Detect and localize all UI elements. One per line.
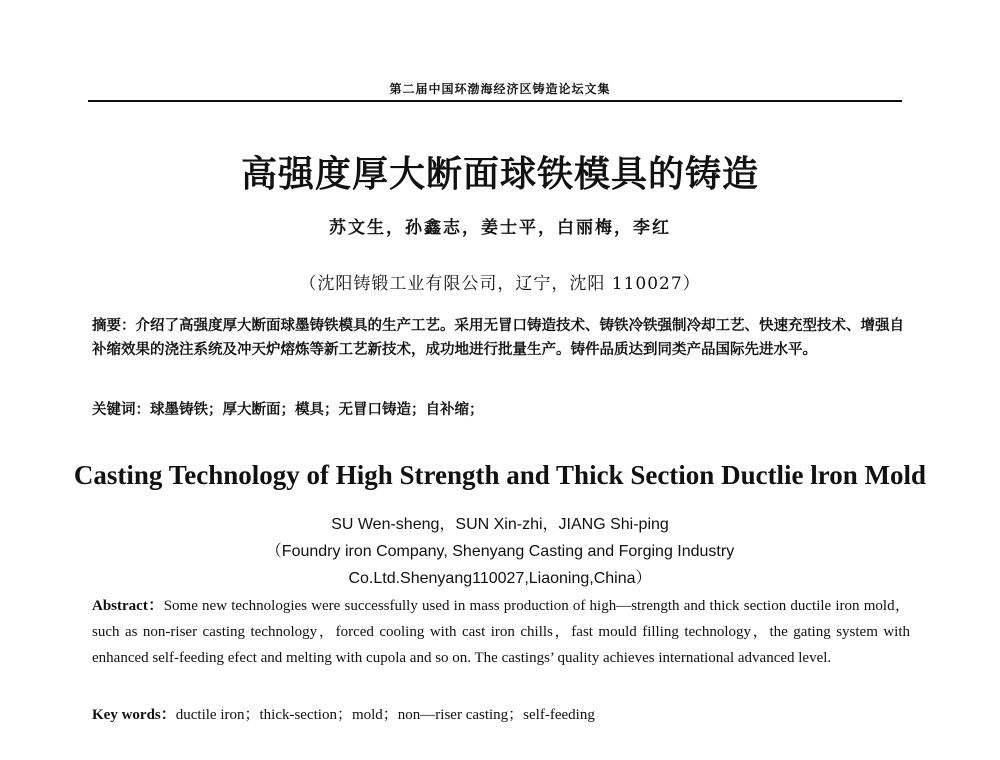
english-affiliation-line-1: （Foundry iron Company, Shenyang Casting and Forging Industry xyxy=(265,543,735,560)
english-abstract xyxy=(92,593,910,671)
english-keywords xyxy=(92,703,910,724)
english-keywords-text: ductile iron；thick-section；mold；non—riser casting；self-feeding xyxy=(175,707,595,723)
chinese-keywords-label: 关键词： xyxy=(92,402,150,418)
english-abstract-text: Some new technologies were successfully used in mass production of high—strength and thick section ductile iron mold，such as non-riser casting technology，forced cooling with cast iron chills，fast mould filling technology，the gating system with enhanced self-feeding efect and melting with cupola and so on. The castings’ quality achieves international advanced level. xyxy=(92,598,910,666)
chinese-authors: 苏文生，孙鑫志，姜士平，白丽梅，李红 xyxy=(329,218,671,238)
running-head: 第二届中国环渤海经济区铸造论坛文集 xyxy=(389,82,611,96)
english-title: Casting Technology of High Strength and Thick Section Ductlie lron Mold xyxy=(73,460,927,490)
chinese-abstract-label: 摘要： xyxy=(92,318,136,334)
chinese-abstract-text: 介绍了高强度厚大断面球墨铸铁模具的生产工艺。采用无冒口铸造技术、铸铁冷铁强制冷却工艺、快速充型技术、增强自补缩效果的浇注系统及冲天炉熔炼等新工艺新技术，成功地进行批量生产。铸件品质达到同类产品国际先进水平。 xyxy=(92,318,904,358)
chinese-affiliation: （沈阳铸锻工业有限公司，辽宁，沈阳 110027） xyxy=(299,274,701,294)
chinese-keywords xyxy=(92,398,907,419)
english-abstract-label: Abstract： xyxy=(92,598,164,614)
english-affiliation-line-2: Co.Ltd.Shenyang110027,Liaoning,China） xyxy=(348,570,652,587)
header-rule xyxy=(88,100,902,102)
english-keywords-label: Key words： xyxy=(92,707,176,723)
chinese-keywords-text: 球墨铸铁；厚大断面；模具；无冒口铸造；自补缩； xyxy=(150,402,484,418)
english-authors: SU Wen-sheng，SUN Xin-zhi，JIANG Shi-ping xyxy=(331,516,669,533)
chinese-abstract xyxy=(92,314,907,362)
chinese-title: 高强度厚大断面球铁模具的铸造 xyxy=(240,154,759,195)
